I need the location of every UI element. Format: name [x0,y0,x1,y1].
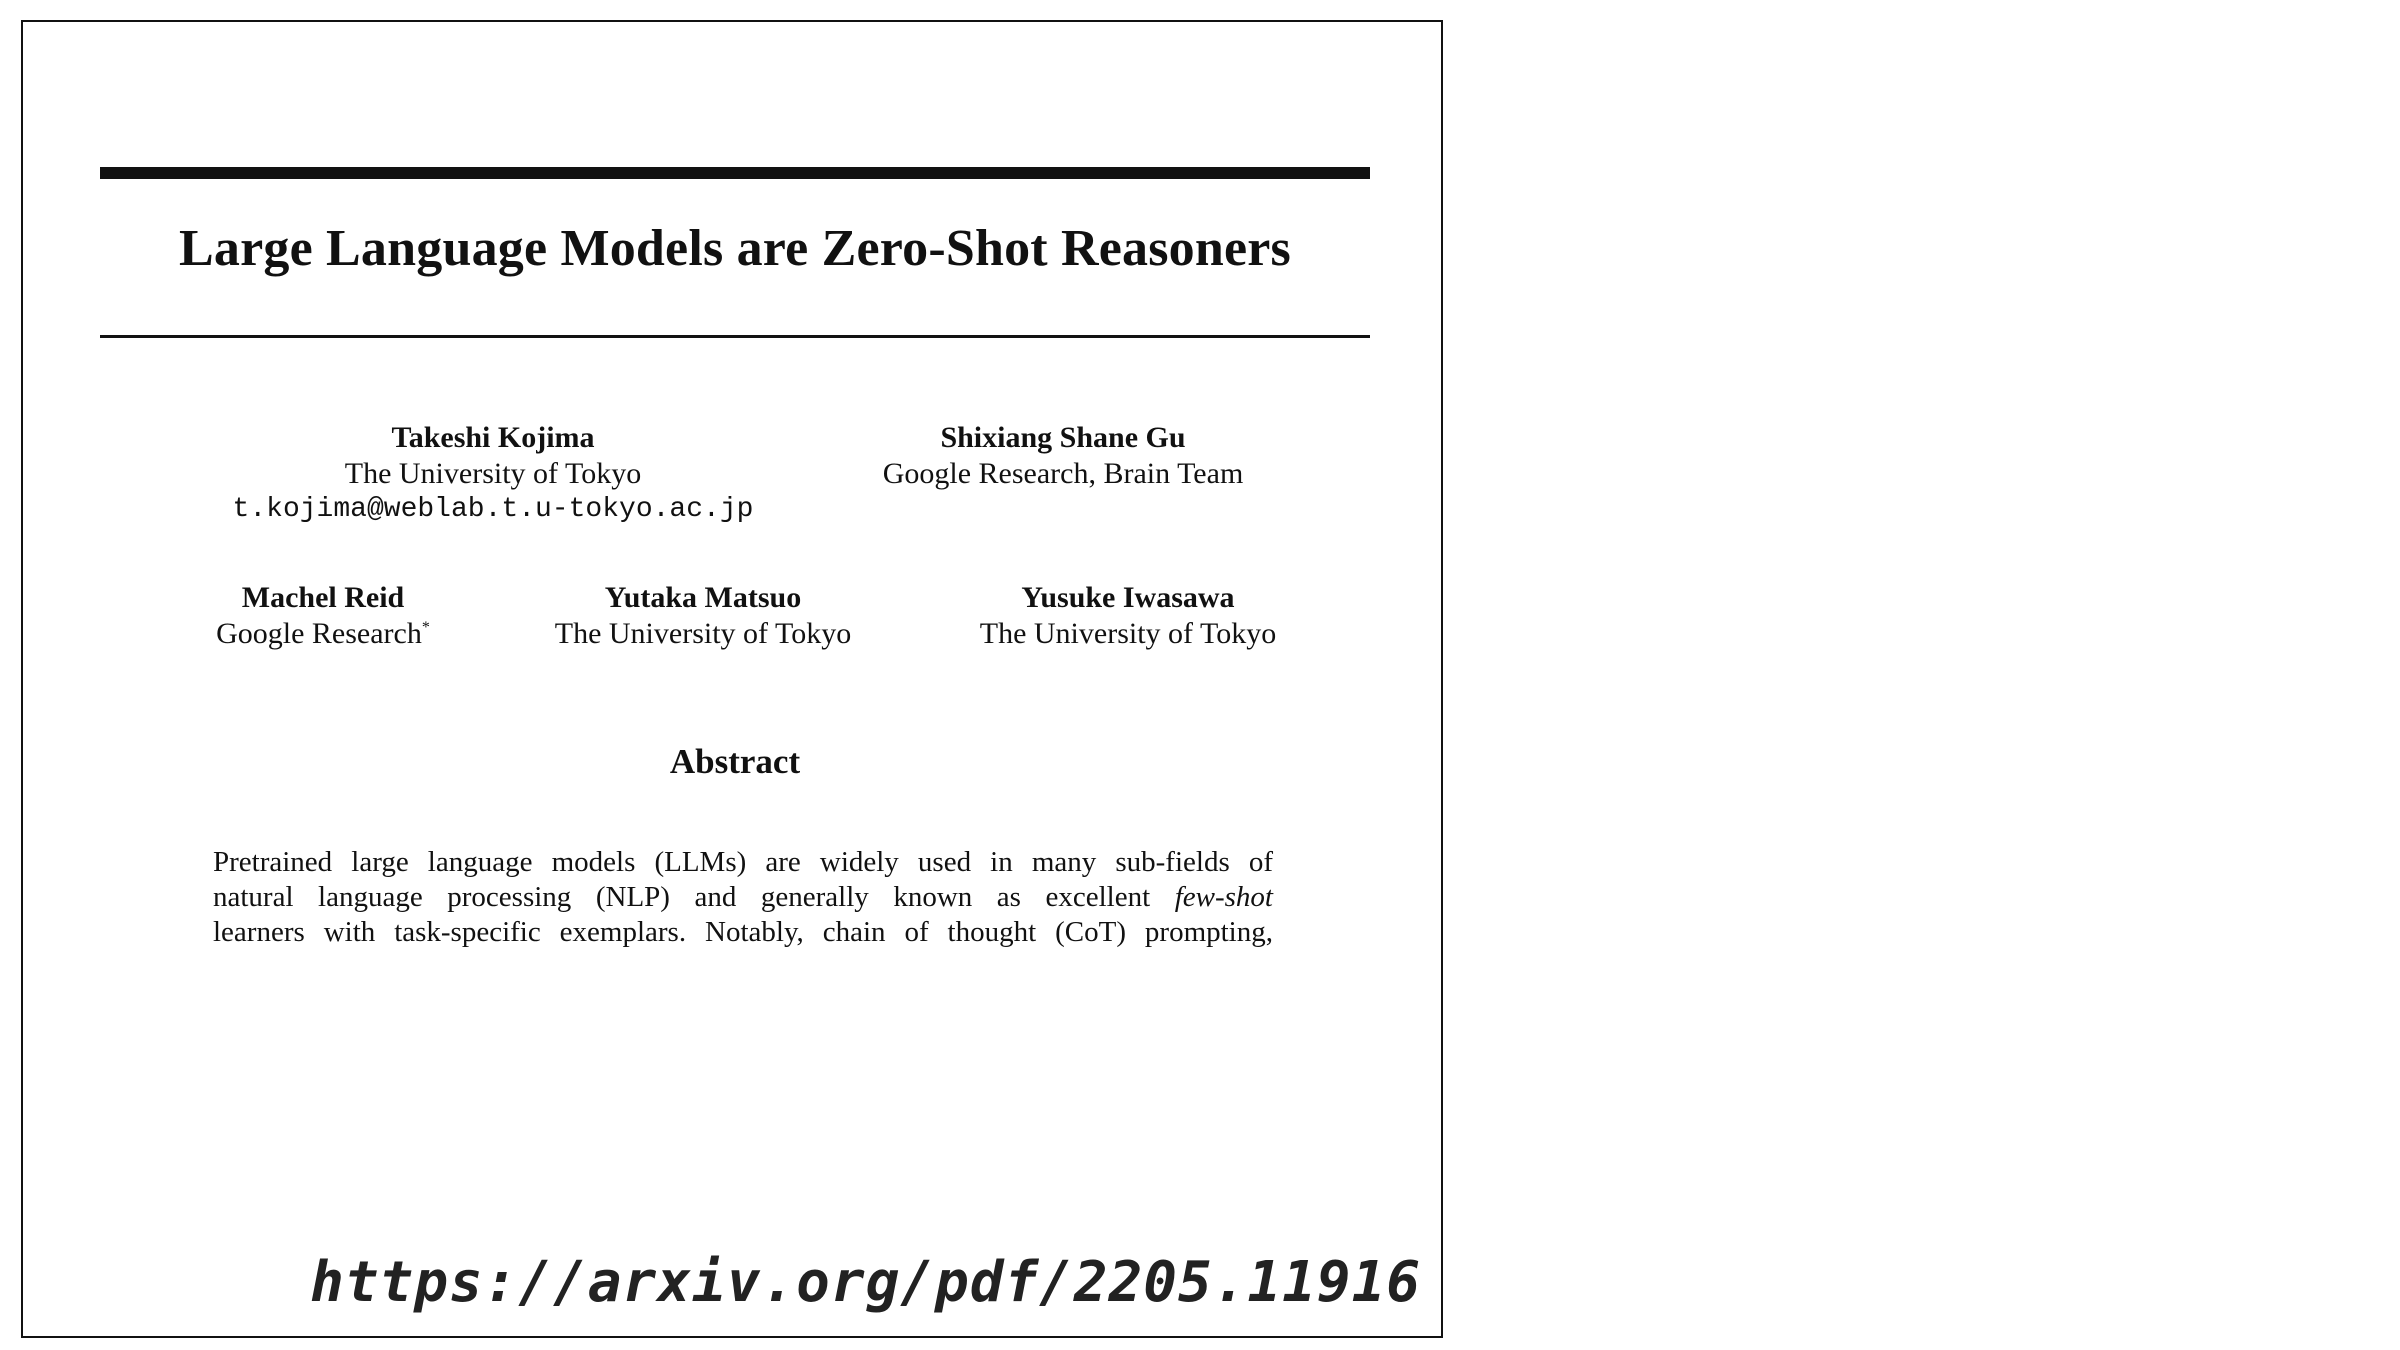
abstract-line-2 [213,880,1273,915]
title-top-rule [100,167,1370,179]
author-name: Machel Reid [241,581,405,614]
source-url: https://arxiv.org/pdf/2205.11916 [310,1250,1421,1315]
author-block-1 [213,420,773,528]
author-name: Yutaka Matsuo [604,581,802,614]
paper-title: Large Language Models are Zero-Shot Reasoners [179,220,1291,277]
author-block-5 [948,580,1308,652]
author-affiliation: The University of Tokyo [344,457,642,490]
title-bottom-rule [100,335,1370,338]
abstract-line-2-text: natural language processing (NLP) and generally known as excellent [213,881,1151,913]
abstract-body [213,845,1273,950]
abstract-line-1: Pretrained large language models (LLMs) are widely used in many sub-fields of [213,846,1273,878]
author-block-3 [183,580,463,652]
author-affiliation: Google Research, Brain Team [882,457,1244,490]
abstract-emphasis: few-shot [1174,881,1273,913]
author-email: t.kojima@weblab.t.u-tokyo.ac.jp [232,494,754,525]
author-name: Takeshi Kojima [391,421,595,454]
abstract-heading: Abstract [669,742,801,781]
author-affiliation: The University of Tokyo [979,617,1277,650]
paper-page [21,20,1443,1338]
author-affiliation [183,616,463,652]
abstract-line-3: learners with task-specific exemplars. Notably, chain of thought (CoT) prompting, [213,916,1273,948]
author-affiliation: The University of Tokyo [554,617,852,650]
author-block-4 [523,580,883,652]
author-name: Shixiang Shane Gu [940,421,1186,454]
author-name: Yusuke Iwasawa [1021,581,1235,614]
author-block-2 [843,420,1283,492]
footnote-mark: * [421,619,430,636]
affiliation-text: Google Research [216,617,422,650]
